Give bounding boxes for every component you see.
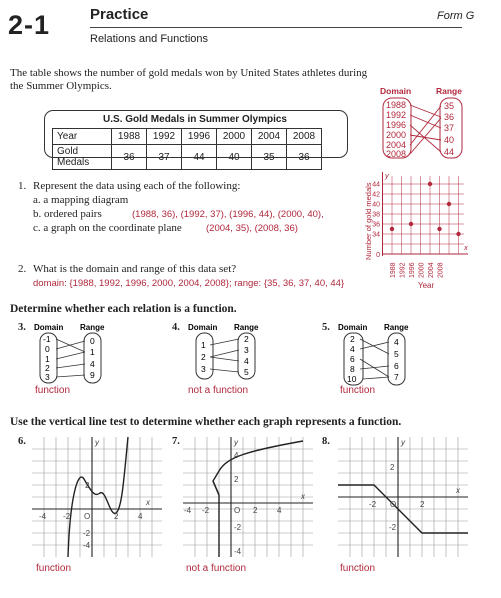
domain-value: 1 <box>45 354 50 364</box>
mapping-arrow <box>56 375 85 377</box>
domain-value: 1996 <box>386 120 407 130</box>
mapping-domain-label: Domain <box>34 323 64 332</box>
y-tick-label: -2 <box>389 523 397 532</box>
origin-label: O <box>84 512 91 521</box>
mapping-arrow <box>360 342 389 349</box>
y-tick-label: 2 <box>85 481 90 490</box>
table-cell: 2004 <box>252 129 287 145</box>
y-tick-label: 42 <box>372 191 380 199</box>
intro-text-line2: the Summer Olympics. <box>10 80 112 92</box>
x-tick-label: 2004 <box>428 262 435 278</box>
range-value: 4 <box>394 337 399 347</box>
q8-answer: function <box>340 563 376 574</box>
graph-grid <box>32 437 162 557</box>
range-value: 40 <box>444 135 455 145</box>
graph-curve <box>213 441 303 557</box>
q2-text: What is the domain and range of this data set? <box>33 263 237 275</box>
y-tick-label: 2 <box>390 463 395 472</box>
table-cell: 40 <box>217 145 252 170</box>
x-tick-label: 2 <box>253 506 258 515</box>
range-value: 37 <box>444 123 455 133</box>
y-tick-label: 38 <box>372 211 380 219</box>
q1-a: a. a mapping diagram <box>33 194 129 206</box>
q4-answer: not a function <box>188 385 249 396</box>
medal-table <box>52 128 322 170</box>
mapping-arrow <box>363 377 389 379</box>
q1-c: c. a graph on the coordinate plane <box>33 222 182 234</box>
q2-answer: domain: {1988, 1992, 1996, 2000, 2004, 2008}; range: {35, 36, 37, 40, 44} <box>33 278 345 289</box>
x-tick-label: -2 <box>369 500 377 509</box>
q3-answer: function <box>35 385 71 396</box>
q1-b: b. ordered pairs <box>33 208 102 220</box>
table-cell: 44 <box>182 145 217 170</box>
range-value: 7 <box>394 372 399 382</box>
mapping-arrow <box>210 339 239 345</box>
mapping-arrow <box>56 364 85 368</box>
table-cell: 1996 <box>182 129 217 145</box>
mapping-arrow <box>410 105 441 117</box>
q1-number: 1. <box>18 180 27 192</box>
mapping-range-label: Range <box>80 323 105 332</box>
header-rule <box>90 27 462 28</box>
domain-value: 1992 <box>386 110 407 120</box>
y-tick-label: 0 <box>376 252 380 259</box>
domain-value: 4 <box>350 344 355 354</box>
x-tick-label: 2000 <box>418 262 426 278</box>
x-axis-letter: x <box>456 486 460 495</box>
q5-answer: function <box>340 385 376 396</box>
q2-number: 2. <box>18 263 27 275</box>
data-point <box>409 222 413 226</box>
data-point <box>390 227 394 231</box>
medal-table-title: U.S. Gold Medals in Summer Olympics <box>103 114 287 125</box>
q7-number: 7. <box>172 436 180 447</box>
x-tick-label: 2 <box>420 500 425 509</box>
lesson-number: 2-1 <box>8 10 51 40</box>
section-heading-relations: Determine whether each relation is a function. <box>10 303 237 315</box>
x-tick-label: -2 <box>63 512 71 521</box>
domain-value: 8 <box>350 364 355 374</box>
y-tick-label: -2 <box>83 529 91 538</box>
data-point <box>428 182 432 186</box>
graph-grid <box>383 176 465 254</box>
x-tick-label: -2 <box>202 506 210 515</box>
table-cell: 35 <box>252 145 287 170</box>
x-tick-label: 1988 <box>390 262 397 278</box>
x-axis-letter: x <box>301 492 305 501</box>
table-cell: 36 <box>112 145 147 170</box>
domain-value: 6 <box>350 354 355 364</box>
x-tick-label: -4 <box>184 506 192 515</box>
origin-label: O <box>234 506 241 515</box>
top-mapping-diagram <box>378 84 478 164</box>
y-axis-letter: y <box>234 438 238 447</box>
mapping-arrow <box>360 366 389 369</box>
mapping-range-label: Range <box>234 323 259 332</box>
domain-value: 3 <box>45 372 50 382</box>
table-row <box>53 145 322 170</box>
graph-grid <box>183 437 313 557</box>
y-tick-label: 36 <box>372 221 380 229</box>
x-axis-letter: x <box>146 498 150 507</box>
mapping-range-label: Range <box>436 86 462 96</box>
table-cell: 1988 <box>112 129 147 145</box>
y-tick-label: 44 <box>372 181 380 189</box>
y-axis-letter: y <box>95 438 99 447</box>
data-point <box>456 232 460 236</box>
y-tick-label: -4 <box>83 541 91 550</box>
x-tick-label: 1996 <box>409 262 416 278</box>
domain-value: 3 <box>201 364 206 374</box>
mapping-arrow <box>210 369 239 372</box>
range-value: 2 <box>244 334 249 344</box>
graph-y-letter: y <box>385 171 389 180</box>
domain-value: 2008 <box>386 149 407 159</box>
domain-value: 2 <box>45 363 50 373</box>
origin-label: O <box>390 500 397 509</box>
range-value: 6 <box>394 361 399 371</box>
intro-text-line1: The table shows the number of gold medals won by United States athletes during <box>10 67 368 79</box>
q3-mapping-diagram <box>34 320 134 380</box>
table-cell: 2000 <box>217 129 252 145</box>
domain-value: 2000 <box>386 130 407 140</box>
range-value: 0 <box>90 336 95 346</box>
mapping-arrow <box>56 341 85 349</box>
domain-value: 1988 <box>386 100 407 110</box>
q3-number: 3. <box>18 322 26 333</box>
subtitle: Relations and Functions <box>90 33 209 45</box>
mapping-arrow <box>360 339 389 354</box>
y-tick-label: 34 <box>372 231 380 239</box>
q1-text: Represent the data using each of the following: <box>33 180 241 192</box>
table-cell: 36 <box>287 145 322 170</box>
table-cell: 37 <box>147 145 182 170</box>
q1-c-answer: (2004, 35), (2008, 36) <box>206 223 298 234</box>
domain-value: 0 <box>45 344 50 354</box>
x-tick-label: 2008 <box>437 262 445 278</box>
q8-graph <box>338 437 468 557</box>
table-row <box>53 129 322 145</box>
q7-graph <box>183 437 313 557</box>
q6-number: 6. <box>18 436 26 447</box>
mapping-arrow <box>360 359 389 377</box>
graph-x-letter: x <box>464 243 468 252</box>
range-value: 36 <box>444 112 455 122</box>
range-value: 3 <box>244 345 249 355</box>
table-header: Year <box>53 129 112 145</box>
q4-number: 4. <box>172 322 180 333</box>
y-tick-label: 2 <box>234 475 239 484</box>
graph-x-axis-title: Year <box>418 281 435 290</box>
table-header: Gold Medals <box>53 145 112 170</box>
q5-mapping-diagram <box>338 320 438 384</box>
x-tick-label: 1992 <box>399 262 407 278</box>
range-value: 1 <box>90 347 95 357</box>
y-tick-label: 4 <box>234 451 239 460</box>
form-label: Form G <box>437 10 475 22</box>
x-tick-label: 4 <box>138 512 143 521</box>
range-value: 5 <box>244 367 249 377</box>
domain-value: 2 <box>201 352 206 362</box>
x-tick-label: 4 <box>277 506 282 515</box>
range-value: 4 <box>90 359 95 369</box>
table-cell: 2008 <box>287 129 322 145</box>
mapping-arrow <box>210 357 239 361</box>
mapping-domain-label: Domain <box>338 323 368 332</box>
q4-mapping-diagram <box>188 320 288 380</box>
q6-answer: function <box>36 563 72 574</box>
y-tick-label: -2 <box>234 523 242 532</box>
range-value: 44 <box>444 147 455 157</box>
page-title: Practice <box>90 6 149 23</box>
y-tick-label: -4 <box>234 547 242 556</box>
x-tick-label: 2 <box>114 512 119 521</box>
y-axis-letter: y <box>401 438 405 447</box>
range-value: 9 <box>90 370 95 380</box>
section-heading-vertical-line-test: Use the vertical line test to determine whether each graph represents a function. <box>10 416 402 428</box>
top-scatter-graph <box>360 170 500 300</box>
q7-answer: not a function <box>186 563 247 574</box>
table-cell: 1992 <box>147 129 182 145</box>
mapping-arrow <box>56 339 85 352</box>
domain-value: 2004 <box>386 140 407 150</box>
x-tick-label: -4 <box>39 512 47 521</box>
domain-value: 10 <box>347 374 357 384</box>
domain-value: 1 <box>201 340 206 350</box>
range-value: 35 <box>444 101 455 111</box>
data-point <box>447 202 451 206</box>
mapping-range-label: Range <box>384 323 409 332</box>
q5-number: 5. <box>322 322 330 333</box>
range-value: 4 <box>244 356 249 366</box>
graph-y-axis-title: Number of gold medals <box>364 182 373 260</box>
y-tick-label: 40 <box>372 201 380 209</box>
mapping-domain-label: Domain <box>380 86 412 96</box>
q1-b-answer: (1988, 36), (1992, 37), (1996, 44), (2000, 40), <box>132 209 324 220</box>
data-point <box>437 227 441 231</box>
q6-graph <box>32 437 162 557</box>
domain-value: 2 <box>350 334 355 344</box>
mapping-arrow <box>210 350 239 357</box>
range-value: 5 <box>394 349 399 359</box>
graph-curve <box>213 481 219 495</box>
q8-number: 8. <box>322 436 330 447</box>
domain-value: -1 <box>43 334 51 344</box>
mapping-domain-label: Domain <box>188 323 218 332</box>
mapping-arrow <box>56 352 85 359</box>
